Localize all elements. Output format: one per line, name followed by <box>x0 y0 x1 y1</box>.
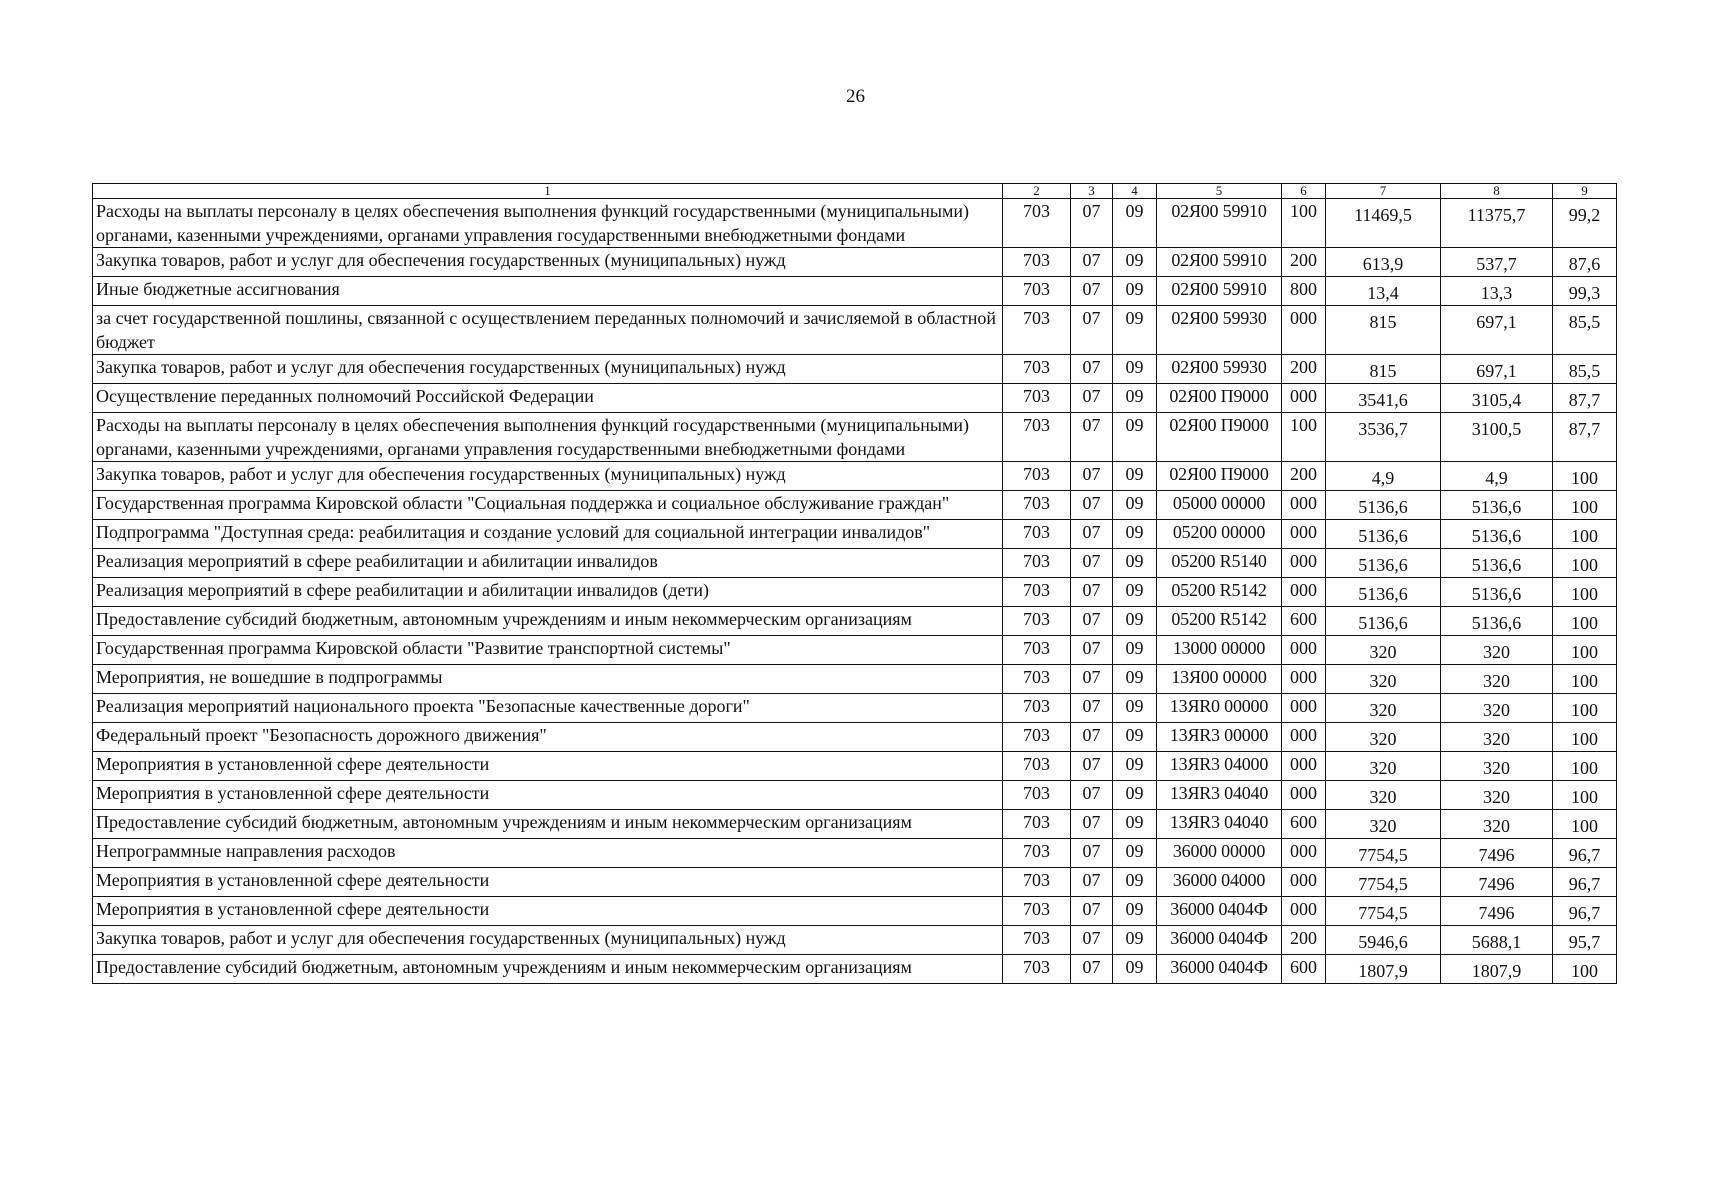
table-row <box>93 248 1617 277</box>
ministry-code-cell: 703 <box>1003 926 1071 955</box>
table-row <box>93 723 1617 752</box>
expense-type-cell: 000 <box>1282 897 1326 926</box>
ministry-code-cell: 703 <box>1003 694 1071 723</box>
expense-type-cell: 200 <box>1282 926 1326 955</box>
column-header: 2 <box>1003 184 1071 199</box>
table-row <box>93 810 1617 839</box>
percent-cell: 85,5 <box>1553 355 1617 384</box>
ministry-code-cell: 703 <box>1003 491 1071 520</box>
table-row <box>93 752 1617 781</box>
table-row <box>93 926 1617 955</box>
planned-amount-cell: 5136,6 <box>1326 578 1441 607</box>
expense-type-cell: 000 <box>1282 520 1326 549</box>
actual-amount-cell: 11375,7 <box>1441 199 1553 248</box>
target-article-cell: 02Я00 59910 <box>1157 277 1282 306</box>
section-cell: 07 <box>1071 926 1113 955</box>
section-cell: 07 <box>1071 636 1113 665</box>
percent-cell: 100 <box>1553 636 1617 665</box>
planned-amount-cell: 320 <box>1326 665 1441 694</box>
subsection-cell: 09 <box>1113 355 1157 384</box>
ministry-code-cell: 703 <box>1003 277 1071 306</box>
row-name-cell: Мероприятия в установленной сфере деятельности <box>93 752 1003 781</box>
expense-type-cell: 600 <box>1282 955 1326 984</box>
percent-cell: 100 <box>1553 520 1617 549</box>
ministry-code-cell: 703 <box>1003 520 1071 549</box>
section-cell: 07 <box>1071 955 1113 984</box>
table-row <box>93 277 1617 306</box>
subsection-cell: 09 <box>1113 926 1157 955</box>
subsection-cell: 09 <box>1113 277 1157 306</box>
subsection-cell: 09 <box>1113 413 1157 462</box>
section-cell: 07 <box>1071 384 1113 413</box>
section-cell: 07 <box>1071 248 1113 277</box>
target-article-cell: 05200 00000 <box>1157 520 1282 549</box>
actual-amount-cell: 537,7 <box>1441 248 1553 277</box>
section-cell: 07 <box>1071 462 1113 491</box>
percent-cell: 96,7 <box>1553 897 1617 926</box>
actual-amount-cell: 5136,6 <box>1441 578 1553 607</box>
section-cell: 07 <box>1071 868 1113 897</box>
table-row <box>93 955 1617 984</box>
actual-amount-cell: 3100,5 <box>1441 413 1553 462</box>
row-name-cell: за счет государственной пошлины, связанной с осуществлением переданных полномочий и зачисляемой в областной бюджет <box>93 306 1003 355</box>
planned-amount-cell: 320 <box>1326 694 1441 723</box>
ministry-code-cell: 703 <box>1003 636 1071 665</box>
section-cell: 07 <box>1071 355 1113 384</box>
budget-table <box>92 183 1617 984</box>
row-name-cell: Закупка товаров, работ и услуг для обеспечения государственных (муниципальных) нужд <box>93 248 1003 277</box>
planned-amount-cell: 320 <box>1326 636 1441 665</box>
expense-type-cell: 600 <box>1282 607 1326 636</box>
row-name-cell: Закупка товаров, работ и услуг для обеспечения государственных (муниципальных) нужд <box>93 926 1003 955</box>
target-article-cell: 02Я00 59930 <box>1157 355 1282 384</box>
planned-amount-cell: 320 <box>1326 723 1441 752</box>
subsection-cell: 09 <box>1113 868 1157 897</box>
subsection-cell: 09 <box>1113 491 1157 520</box>
percent-cell: 100 <box>1553 752 1617 781</box>
target-article-cell: 13000 00000 <box>1157 636 1282 665</box>
actual-amount-cell: 320 <box>1441 665 1553 694</box>
section-cell: 07 <box>1071 520 1113 549</box>
row-name-cell: Подпрограмма "Доступная среда: реабилитация и создание условий для социальной интеграции инвалидов" <box>93 520 1003 549</box>
expense-type-cell: 000 <box>1282 636 1326 665</box>
actual-amount-cell: 3105,4 <box>1441 384 1553 413</box>
subsection-cell: 09 <box>1113 199 1157 248</box>
section-cell: 07 <box>1071 306 1113 355</box>
row-name-cell: Реализация мероприятий в сфере реабилитации и абилитации инвалидов (дети) <box>93 578 1003 607</box>
page-number: 26 <box>846 86 865 107</box>
section-cell: 07 <box>1071 810 1113 839</box>
planned-amount-cell: 4,9 <box>1326 462 1441 491</box>
expense-type-cell: 000 <box>1282 723 1326 752</box>
planned-amount-cell: 815 <box>1326 306 1441 355</box>
planned-amount-cell: 5136,6 <box>1326 491 1441 520</box>
actual-amount-cell: 320 <box>1441 723 1553 752</box>
section-cell: 07 <box>1071 839 1113 868</box>
row-name-cell: Непрограммные направления расходов <box>93 839 1003 868</box>
percent-cell: 96,7 <box>1553 868 1617 897</box>
target-article-cell: 13ЯR3 00000 <box>1157 723 1282 752</box>
percent-cell: 99,2 <box>1553 199 1617 248</box>
target-article-cell: 02Я00 59910 <box>1157 199 1282 248</box>
target-article-cell: 13ЯR0 00000 <box>1157 694 1282 723</box>
actual-amount-cell: 320 <box>1441 810 1553 839</box>
planned-amount-cell: 5136,6 <box>1326 549 1441 578</box>
row-name-cell: Федеральный проект "Безопасность дорожного движения" <box>93 723 1003 752</box>
actual-amount-cell: 320 <box>1441 781 1553 810</box>
row-name-cell: Закупка товаров, работ и услуг для обеспечения государственных (муниципальных) нужд <box>93 355 1003 384</box>
target-article-cell: 05200 R5142 <box>1157 607 1282 636</box>
percent-cell: 100 <box>1553 810 1617 839</box>
subsection-cell: 09 <box>1113 839 1157 868</box>
expense-type-cell: 000 <box>1282 491 1326 520</box>
percent-cell: 96,7 <box>1553 839 1617 868</box>
target-article-cell: 02Я00 59910 <box>1157 248 1282 277</box>
table-row <box>93 491 1617 520</box>
target-article-cell: 02Я00 П9000 <box>1157 413 1282 462</box>
target-article-cell: 05200 R5140 <box>1157 549 1282 578</box>
expense-type-cell: 000 <box>1282 306 1326 355</box>
expense-type-cell: 200 <box>1282 355 1326 384</box>
section-cell: 07 <box>1071 781 1113 810</box>
subsection-cell: 09 <box>1113 520 1157 549</box>
row-name-cell: Государственная программа Кировской области "Социальная поддержка и социальное обслуживание граждан" <box>93 491 1003 520</box>
expense-type-cell: 100 <box>1282 199 1326 248</box>
section-cell: 07 <box>1071 491 1113 520</box>
column-header: 4 <box>1113 184 1157 199</box>
row-name-cell: Реализация мероприятий национального проекта "Безопасные качественные дороги" <box>93 694 1003 723</box>
target-article-cell: 36000 0404Ф <box>1157 955 1282 984</box>
ministry-code-cell: 703 <box>1003 607 1071 636</box>
expense-type-cell: 000 <box>1282 694 1326 723</box>
ministry-code-cell: 703 <box>1003 897 1071 926</box>
percent-cell: 87,7 <box>1553 413 1617 462</box>
table-row <box>93 413 1617 462</box>
subsection-cell: 09 <box>1113 955 1157 984</box>
actual-amount-cell: 5136,6 <box>1441 520 1553 549</box>
ministry-code-cell: 703 <box>1003 955 1071 984</box>
percent-cell: 100 <box>1553 549 1617 578</box>
actual-amount-cell: 13,3 <box>1441 277 1553 306</box>
subsection-cell: 09 <box>1113 694 1157 723</box>
expense-type-cell: 000 <box>1282 752 1326 781</box>
ministry-code-cell: 703 <box>1003 413 1071 462</box>
percent-cell: 100 <box>1553 578 1617 607</box>
section-cell: 07 <box>1071 897 1113 926</box>
target-article-cell: 02Я00 59930 <box>1157 306 1282 355</box>
ministry-code-cell: 703 <box>1003 665 1071 694</box>
subsection-cell: 09 <box>1113 636 1157 665</box>
ministry-code-cell: 703 <box>1003 781 1071 810</box>
ministry-code-cell: 703 <box>1003 839 1071 868</box>
expense-type-cell: 200 <box>1282 248 1326 277</box>
planned-amount-cell: 7754,5 <box>1326 839 1441 868</box>
subsection-cell: 09 <box>1113 549 1157 578</box>
ministry-code-cell: 703 <box>1003 752 1071 781</box>
percent-cell: 100 <box>1553 723 1617 752</box>
subsection-cell: 09 <box>1113 665 1157 694</box>
planned-amount-cell: 7754,5 <box>1326 897 1441 926</box>
planned-amount-cell: 5136,6 <box>1326 607 1441 636</box>
actual-amount-cell: 4,9 <box>1441 462 1553 491</box>
table-row <box>93 578 1617 607</box>
row-name-cell: Расходы на выплаты персоналу в целях обеспечения выполнения функций государственными (муниципальными) органами, казенными учреждениями, органами управления государственными внебюджетными фондами <box>93 413 1003 462</box>
section-cell: 07 <box>1071 694 1113 723</box>
section-cell: 07 <box>1071 665 1113 694</box>
target-article-cell: 02Я00 П9000 <box>1157 384 1282 413</box>
column-header: 8 <box>1441 184 1553 199</box>
column-header: 9 <box>1553 184 1617 199</box>
expense-type-cell: 800 <box>1282 277 1326 306</box>
percent-cell: 100 <box>1553 462 1617 491</box>
ministry-code-cell: 703 <box>1003 868 1071 897</box>
percent-cell: 85,5 <box>1553 306 1617 355</box>
actual-amount-cell: 7496 <box>1441 839 1553 868</box>
expense-type-cell: 000 <box>1282 839 1326 868</box>
planned-amount-cell: 5946,6 <box>1326 926 1441 955</box>
row-name-cell: Мероприятия в установленной сфере деятельности <box>93 781 1003 810</box>
target-article-cell: 36000 0404Ф <box>1157 897 1282 926</box>
planned-amount-cell: 7754,5 <box>1326 868 1441 897</box>
row-name-cell: Государственная программа Кировской области "Развитие транспортной системы" <box>93 636 1003 665</box>
row-name-cell: Мероприятия в установленной сфере деятельности <box>93 897 1003 926</box>
percent-cell: 100 <box>1553 665 1617 694</box>
actual-amount-cell: 320 <box>1441 752 1553 781</box>
column-header: 1 <box>93 184 1003 199</box>
ministry-code-cell: 703 <box>1003 199 1071 248</box>
table-row <box>93 897 1617 926</box>
planned-amount-cell: 1807,9 <box>1326 955 1441 984</box>
planned-amount-cell: 320 <box>1326 810 1441 839</box>
table-row <box>93 636 1617 665</box>
section-cell: 07 <box>1071 752 1113 781</box>
table-row <box>93 868 1617 897</box>
table-body <box>93 199 1617 984</box>
subsection-cell: 09 <box>1113 723 1157 752</box>
row-name-cell: Расходы на выплаты персоналу в целях обеспечения выполнения функций государственными (муниципальными) органами, казенными учреждениями, органами управления государственными внебюджетными фондами <box>93 199 1003 248</box>
actual-amount-cell: 5136,6 <box>1441 549 1553 578</box>
table-row <box>93 384 1617 413</box>
target-article-cell: 36000 0404Ф <box>1157 926 1282 955</box>
row-name-cell: Закупка товаров, работ и услуг для обеспечения государственных (муниципальных) нужд <box>93 462 1003 491</box>
expense-type-cell: 000 <box>1282 549 1326 578</box>
row-name-cell: Иные бюджетные ассигнования <box>93 277 1003 306</box>
ministry-code-cell: 703 <box>1003 355 1071 384</box>
table-row <box>93 355 1617 384</box>
column-header: 6 <box>1282 184 1326 199</box>
subsection-cell: 09 <box>1113 607 1157 636</box>
table-row <box>93 462 1617 491</box>
subsection-cell: 09 <box>1113 752 1157 781</box>
target-article-cell: 05000 00000 <box>1157 491 1282 520</box>
section-cell: 07 <box>1071 549 1113 578</box>
actual-amount-cell: 5136,6 <box>1441 491 1553 520</box>
ministry-code-cell: 703 <box>1003 578 1071 607</box>
expense-type-cell: 600 <box>1282 810 1326 839</box>
percent-cell: 99,3 <box>1553 277 1617 306</box>
planned-amount-cell: 3536,7 <box>1326 413 1441 462</box>
ministry-code-cell: 703 <box>1003 723 1071 752</box>
section-cell: 07 <box>1071 413 1113 462</box>
subsection-cell: 09 <box>1113 810 1157 839</box>
actual-amount-cell: 7496 <box>1441 897 1553 926</box>
row-name-cell: Реализация мероприятий в сфере реабилитации и абилитации инвалидов <box>93 549 1003 578</box>
ministry-code-cell: 703 <box>1003 248 1071 277</box>
section-cell: 07 <box>1071 723 1113 752</box>
section-cell: 07 <box>1071 607 1113 636</box>
percent-cell: 100 <box>1553 694 1617 723</box>
ministry-code-cell: 703 <box>1003 549 1071 578</box>
subsection-cell: 09 <box>1113 384 1157 413</box>
subsection-cell: 09 <box>1113 897 1157 926</box>
expense-type-cell: 000 <box>1282 665 1326 694</box>
percent-cell: 100 <box>1553 955 1617 984</box>
table-row <box>93 694 1617 723</box>
ministry-code-cell: 703 <box>1003 810 1071 839</box>
column-header: 7 <box>1326 184 1441 199</box>
expense-type-cell: 100 <box>1282 413 1326 462</box>
target-article-cell: 13ЯR3 04040 <box>1157 781 1282 810</box>
expense-type-cell: 000 <box>1282 384 1326 413</box>
expense-type-cell: 000 <box>1282 781 1326 810</box>
target-article-cell: 13Я00 00000 <box>1157 665 1282 694</box>
table-row <box>93 839 1617 868</box>
actual-amount-cell: 5136,6 <box>1441 607 1553 636</box>
planned-amount-cell: 11469,5 <box>1326 199 1441 248</box>
row-name-cell: Предоставление субсидий бюджетным, автономным учреждениям и иным некоммерческим организациям <box>93 607 1003 636</box>
planned-amount-cell: 13,4 <box>1326 277 1441 306</box>
target-article-cell: 36000 00000 <box>1157 839 1282 868</box>
expense-type-cell: 000 <box>1282 868 1326 897</box>
percent-cell: 100 <box>1553 607 1617 636</box>
planned-amount-cell: 320 <box>1326 752 1441 781</box>
actual-amount-cell: 697,1 <box>1441 306 1553 355</box>
subsection-cell: 09 <box>1113 306 1157 355</box>
table-row <box>93 199 1617 248</box>
ministry-code-cell: 703 <box>1003 306 1071 355</box>
target-article-cell: 05200 R5142 <box>1157 578 1282 607</box>
subsection-cell: 09 <box>1113 781 1157 810</box>
section-cell: 07 <box>1071 199 1113 248</box>
percent-cell: 95,7 <box>1553 926 1617 955</box>
percent-cell: 100 <box>1553 781 1617 810</box>
percent-cell: 100 <box>1553 491 1617 520</box>
table-row <box>93 781 1617 810</box>
section-cell: 07 <box>1071 277 1113 306</box>
percent-cell: 87,6 <box>1553 248 1617 277</box>
column-header: 3 <box>1071 184 1113 199</box>
actual-amount-cell: 5688,1 <box>1441 926 1553 955</box>
actual-amount-cell: 320 <box>1441 636 1553 665</box>
subsection-cell: 09 <box>1113 248 1157 277</box>
table-row <box>93 549 1617 578</box>
ministry-code-cell: 703 <box>1003 462 1071 491</box>
column-header: 5 <box>1157 184 1282 199</box>
actual-amount-cell: 1807,9 <box>1441 955 1553 984</box>
table-row <box>93 306 1617 355</box>
section-cell: 07 <box>1071 578 1113 607</box>
row-name-cell: Мероприятия в установленной сфере деятельности <box>93 868 1003 897</box>
planned-amount-cell: 5136,6 <box>1326 520 1441 549</box>
percent-cell: 87,7 <box>1553 384 1617 413</box>
actual-amount-cell: 320 <box>1441 694 1553 723</box>
ministry-code-cell: 703 <box>1003 384 1071 413</box>
expense-type-cell: 200 <box>1282 462 1326 491</box>
row-name-cell: Предоставление субсидий бюджетным, автономным учреждениям и иным некоммерческим организациям <box>93 810 1003 839</box>
actual-amount-cell: 697,1 <box>1441 355 1553 384</box>
row-name-cell: Осуществление переданных полномочий Российской Федерации <box>93 384 1003 413</box>
row-name-cell: Предоставление субсидий бюджетным, автономным учреждениям и иным некоммерческим организациям <box>93 955 1003 984</box>
actual-amount-cell: 7496 <box>1441 868 1553 897</box>
planned-amount-cell: 3541,6 <box>1326 384 1441 413</box>
expense-type-cell: 000 <box>1282 578 1326 607</box>
target-article-cell: 36000 04000 <box>1157 868 1282 897</box>
table-row <box>93 665 1617 694</box>
planned-amount-cell: 613,9 <box>1326 248 1441 277</box>
target-article-cell: 13ЯR3 04040 <box>1157 810 1282 839</box>
target-article-cell: 13ЯR3 04000 <box>1157 752 1282 781</box>
table-header-row <box>93 184 1617 199</box>
planned-amount-cell: 320 <box>1326 781 1441 810</box>
planned-amount-cell: 815 <box>1326 355 1441 384</box>
table-row <box>93 520 1617 549</box>
row-name-cell: Мероприятия, не вошедшие в подпрограммы <box>93 665 1003 694</box>
subsection-cell: 09 <box>1113 462 1157 491</box>
target-article-cell: 02Я00 П9000 <box>1157 462 1282 491</box>
table-row <box>93 607 1617 636</box>
subsection-cell: 09 <box>1113 578 1157 607</box>
